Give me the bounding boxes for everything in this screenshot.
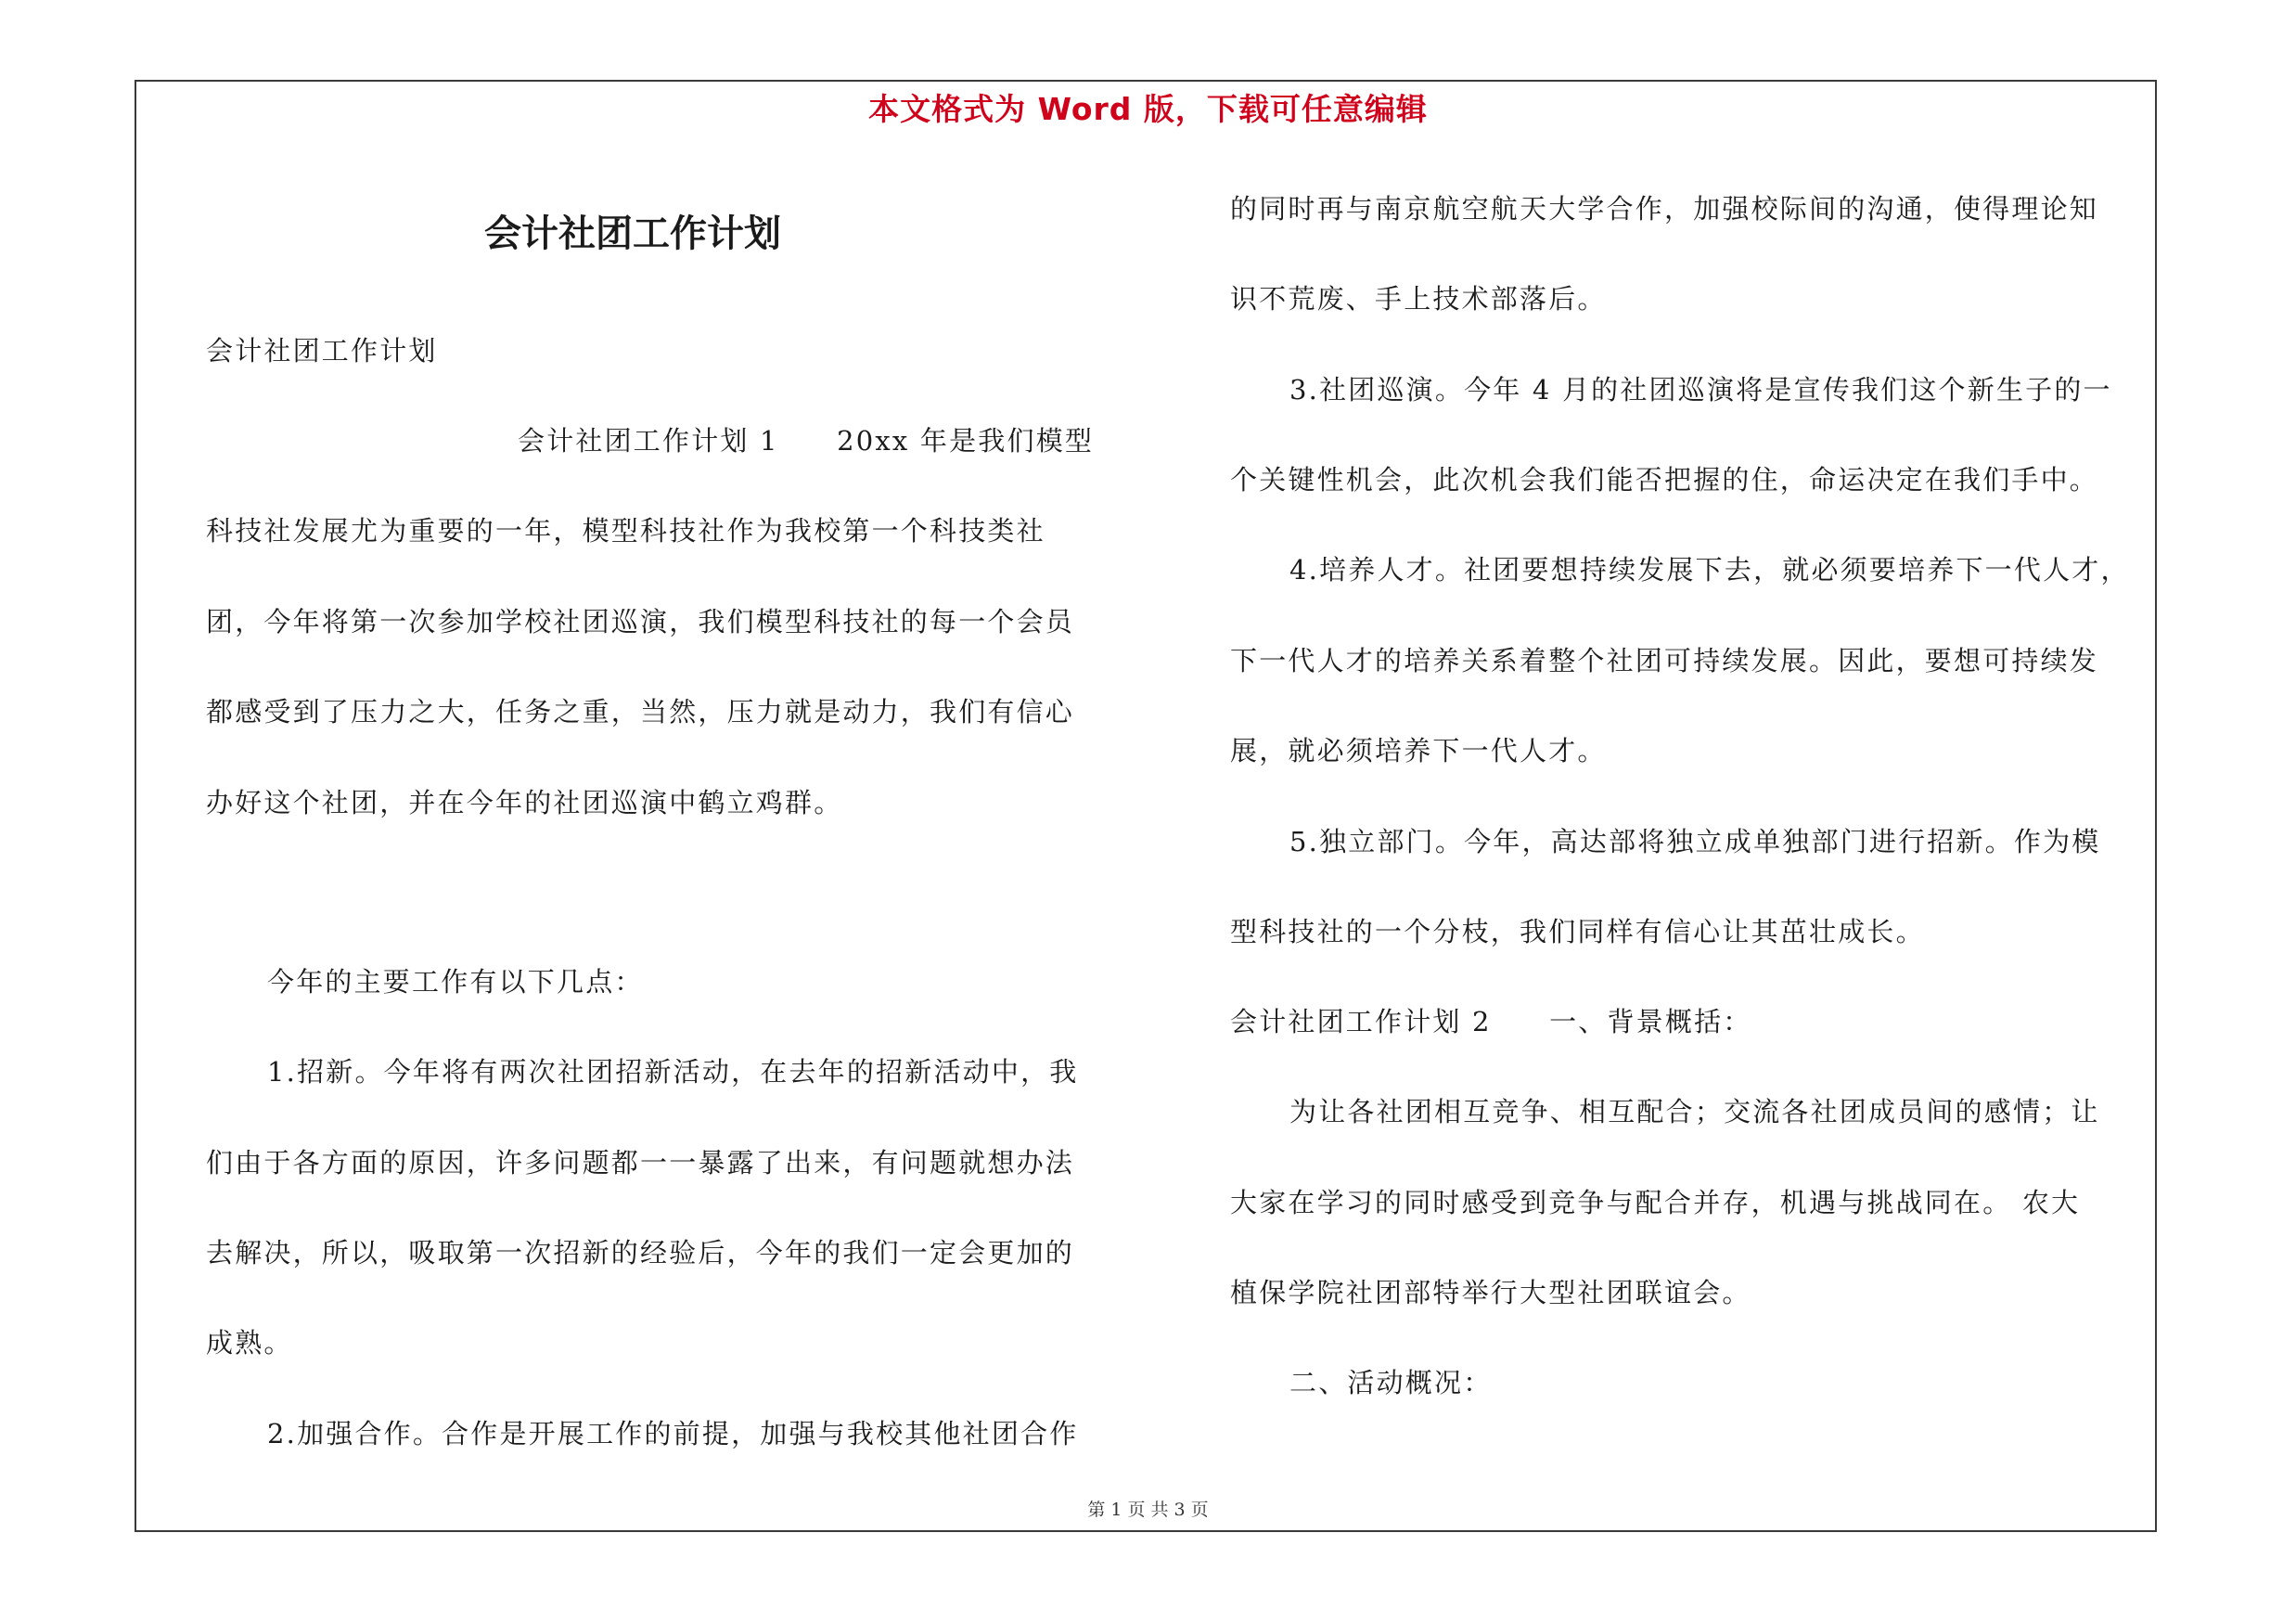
left-line: 都感受到了压力之大，任务之重，当然，压力就是动力，我们有信心 bbox=[206, 696, 1075, 728]
left-line: 办好这个社团，并在今年的社团巡演中鹤立鸡群。 bbox=[206, 787, 843, 818]
format-banner: 本文格式为 Word 版，下载可任意编辑 bbox=[868, 91, 1428, 127]
left-line: 会计社团工作计划 1 20xx 年是我们模型 bbox=[518, 425, 1095, 457]
right-line: 型科技社的一个分枝，我们同样有信心让其茁壮成长。 bbox=[1230, 916, 1925, 947]
left-line: 科技社发展尤为重要的一年，模型科技社作为我校第一个科技类社 bbox=[206, 515, 1045, 547]
left-line: 1.招新。今年将有两次社团招新活动，在去年的招新活动中，我 bbox=[267, 1056, 1079, 1088]
left-line: 们由于各方面的原因，许多问题都一一暴露了出来，有问题就想办法 bbox=[206, 1147, 1075, 1179]
right-line: 展，就必须培养下一代人才。 bbox=[1230, 735, 1607, 766]
document-title: 会计社团工作计划 bbox=[484, 213, 781, 255]
left-line: 今年的主要工作有以下几点： bbox=[267, 966, 644, 998]
right-line: 植保学院社团部特举行大型社团联谊会。 bbox=[1230, 1277, 1751, 1308]
right-line: 的同时再与南京航空航天大学合作，加强校际间的沟通，使得理论知 bbox=[1230, 193, 2099, 225]
page-number: 第 1 页 共 3 页 bbox=[1087, 1500, 1209, 1520]
right-line: 个关键性机会，此次机会我们能否把握的住，命运决定在我们手中。 bbox=[1230, 464, 2099, 496]
left-subtitle: 会计社团工作计划 bbox=[206, 335, 438, 367]
right-line: 5.独立部门。今年，高达部将独立成单独部门进行招新。作为模 bbox=[1289, 826, 2101, 857]
right-line: 4.培养人才。社团要想持续发展下去，就必须要培养下一代人才， bbox=[1289, 554, 2130, 586]
right-line: 3.社团巡演。今年 4 月的社团巡演将是宣传我们这个新生子的一 bbox=[1289, 374, 2112, 406]
right-line: 会计社团工作计划 2 一、背景概括： bbox=[1230, 1006, 1752, 1037]
left-line: 2.加强合作。合作是开展工作的前提，加强与我校其他社团合作 bbox=[267, 1418, 1079, 1449]
right-line: 二、活动概况： bbox=[1289, 1367, 1493, 1398]
right-line: 下一代人才的培养关系着整个社团可持续发展。因此，要想可持续发 bbox=[1230, 645, 2099, 676]
left-line: 成熟。 bbox=[206, 1327, 293, 1359]
right-line: 大家在学习的同时感受到竞争与配合并存，机遇与挑战同在。 农大 bbox=[1230, 1187, 2081, 1218]
left-line: 团，今年将第一次参加学校社团巡演，我们模型科技社的每一个会员 bbox=[206, 606, 1075, 638]
right-line: 识不荒废、手上技术部落后。 bbox=[1230, 283, 1607, 315]
right-line: 为让各社团相互竞争、相互配合；交流各社团成员间的感情；让 bbox=[1289, 1096, 2100, 1127]
left-line: 去解决，所以，吸取第一次招新的经验后，今年的我们一定会更加的 bbox=[206, 1237, 1075, 1269]
